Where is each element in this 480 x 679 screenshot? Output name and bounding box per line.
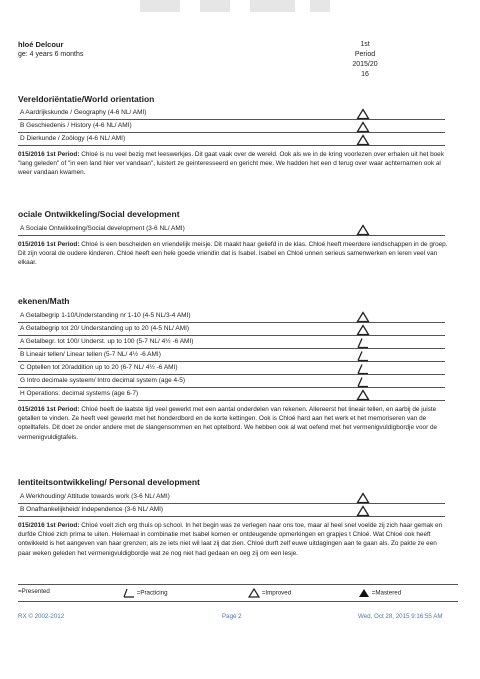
note-prefix: 015/2016 1st Period: — [18, 241, 80, 248]
practicing-icon — [356, 362, 370, 374]
period-note — [18, 240, 448, 268]
skill-label: A Getalbegrip tot 20/ Understanding up to 20 (4-5 NL/ AMI) — [20, 325, 190, 332]
footer-divider — [18, 601, 458, 602]
triangle-icon — [356, 491, 370, 503]
skill-row — [18, 376, 445, 388]
skill-row — [18, 337, 445, 349]
skill-label: B Lineair tellen/ Linear tellen (5-7 NL/ 4½ -6 AMI) — [20, 351, 161, 358]
skill-row — [18, 363, 445, 375]
triangle-filled-icon — [358, 588, 370, 598]
student-age: ge: 4 years 6 months — [18, 51, 84, 58]
skill-row — [18, 505, 445, 517]
period-note — [18, 405, 448, 442]
legend-mastered — [358, 588, 401, 598]
triangle-icon — [356, 310, 370, 322]
skill-label: B Geschiedenis / History (4-6 NL/ AMI) — [20, 122, 132, 129]
skill-label: A Getalbegrip 1-10/Understanding nr 1-10 (4-5 NL/3-4 AMI) — [20, 312, 191, 319]
legend-label: =Presented — [18, 588, 50, 595]
legend — [18, 586, 458, 600]
period-line: Period — [354, 51, 376, 58]
footer-timestamp: Wed, Oct 28, 2015 9:16:55 AM — [358, 613, 443, 620]
skill-label: A Getalbegr. tot 100/ Underst. up to 100 (5-7 NL/ 4½ -6 AMI) — [20, 338, 194, 345]
legend-divider — [18, 584, 458, 585]
period-line: 1st — [360, 41, 370, 48]
skill-row — [18, 108, 445, 120]
triangle-icon — [356, 323, 370, 335]
footer-copyright: RX © 2002-2012 — [18, 613, 65, 620]
legend-label: =Improved — [261, 589, 292, 597]
legend-presented — [18, 588, 50, 595]
period-label — [340, 40, 390, 80]
skill-row — [18, 350, 445, 362]
note-text: Chloé is nu veel bezig met leeswerkjes. Dit gaat vaak over de wereld. Ook als we in de kring voorlezen over erhalen uit het boek "lang geleden" of "in een land hier ver vandaan", luistert ze geinteresseerd en gericht mee. We hadden het een d terug over waar achternamen ook al weer vandaan kwamen. — [18, 151, 444, 177]
skill-label: B Onafhankelijkheid/ Independence (3-6 NL/ AMI) — [20, 506, 164, 513]
period-line: 2015/20 — [352, 61, 378, 68]
student-name: hloé Delcour — [18, 40, 64, 49]
practicing-icon — [123, 588, 135, 598]
period-line: 16 — [361, 71, 369, 78]
triangle-icon — [356, 388, 370, 400]
note-text: Chloé heeft de laatste tijd veel gewerkt met een aantal onderdelen van rekenen. Allereerst het lineair tellen, en aarbij de juiste getallen te vinden. Ze heeft veel gewerkt met het honderdbord en de korte kettingen. Ook is Chloé hard aan het werk et het memoriseren van de optelltafels. Dit doet ze onder andere met de slangensommen en het optelbord. We hebben ook al wat oefend met het vermenigvuldigbordje voor de vermenigvuldigtafels. — [18, 406, 438, 441]
triangle-icon — [356, 120, 370, 132]
triangle-outline-icon — [248, 588, 260, 598]
skill-label: A Werkhouding/ Attitude towards work (3-6 NL/ AMI) — [20, 493, 170, 500]
skill-label: G Intro decimale systeem/ Intro decimal system (age 4-5) — [20, 377, 186, 384]
section-title-world: Vereldoriëntatie/World orientation — [18, 94, 155, 104]
period-note — [18, 150, 448, 178]
skill-row — [18, 492, 445, 504]
note-text: Chloé is een bescheiden en vriendelijk meisje. Dit maakt haar geliefd in de klas. Chloé heeft meerdere iendschappen in de groep. Dit zijn vooral de oudere kinderen. Chloé heeft een hele goede vriendin dat is Isabel. Isabel en Chloé unnen serieus samenwerken en leren veel van elkaar. — [18, 241, 448, 267]
skill-row — [18, 389, 445, 401]
period-note — [18, 521, 448, 558]
skill-label: D Dierkunde / Zoölogy (4-6 NL/ AMI) — [20, 135, 126, 142]
triangle-icon — [356, 133, 370, 145]
note-prefix: 015/2016 1st Period: — [18, 406, 80, 413]
skill-row — [18, 224, 445, 236]
legend-improved — [248, 588, 291, 598]
practicing-icon — [356, 349, 370, 361]
skill-row — [18, 311, 445, 323]
practicing-icon — [356, 336, 370, 348]
legend-label: =Mastered — [371, 589, 402, 597]
footer-page: Page 2 — [222, 613, 242, 620]
legend-label: =Practicing — [136, 589, 168, 597]
skill-row — [18, 121, 445, 133]
triangle-icon — [356, 107, 370, 119]
triangle-icon — [356, 504, 370, 516]
section-title-personal: lentiteitsontwikkeling/ Personal development — [18, 477, 200, 487]
practicing-icon — [356, 375, 370, 387]
skill-label: C Optellen tot 20/addition up to 20 (6-7 NL/ 4½ -6 AMI) — [20, 364, 178, 371]
legend-practicing — [123, 588, 168, 598]
skill-label: H Operations: decimal systems (age 6-7) — [20, 390, 139, 397]
section-title-math: ekenen/Math — [18, 296, 70, 306]
section-title-social: ociale Ontwikkeling/Social development — [18, 209, 180, 219]
scan-artifact — [140, 0, 330, 16]
note-prefix: 015/2016 1st Period: — [18, 522, 80, 529]
skill-label: A Aardrijkskunde / Geography (4-6 NL/ AMI) — [20, 109, 147, 116]
note-text: Chloé voelt zich erg thuis op school. In het begin was ze verlegen naar ons toe, maar al heel snel voelde zij zich haar gemak en durfde Chloé zich prima te uiten. Helemaal in combinatie met Isabel komen er ontdeugende opmerkingen en grapjes t Chloé. Wat Chloé ook heeft ontwikkeld is het aangeven van haar grenzen; als ze iets niet wil laat zij dat zien. Chloé durft zelf euwe uitdagingen aan te gaan als. Zo pakte ze een paar weken geleden het vermenigvuldigbordje wat ze nog niet had gedaan en oeg zij om een lesje. — [18, 522, 443, 557]
skill-label: A Sociale Ontwikkeling/Social development (3-6 NL/ AMI) — [20, 225, 185, 232]
skill-row — [18, 134, 445, 146]
note-prefix: 015/2016 1st Period: — [18, 151, 80, 158]
skill-row — [18, 324, 445, 336]
triangle-icon — [356, 223, 370, 235]
